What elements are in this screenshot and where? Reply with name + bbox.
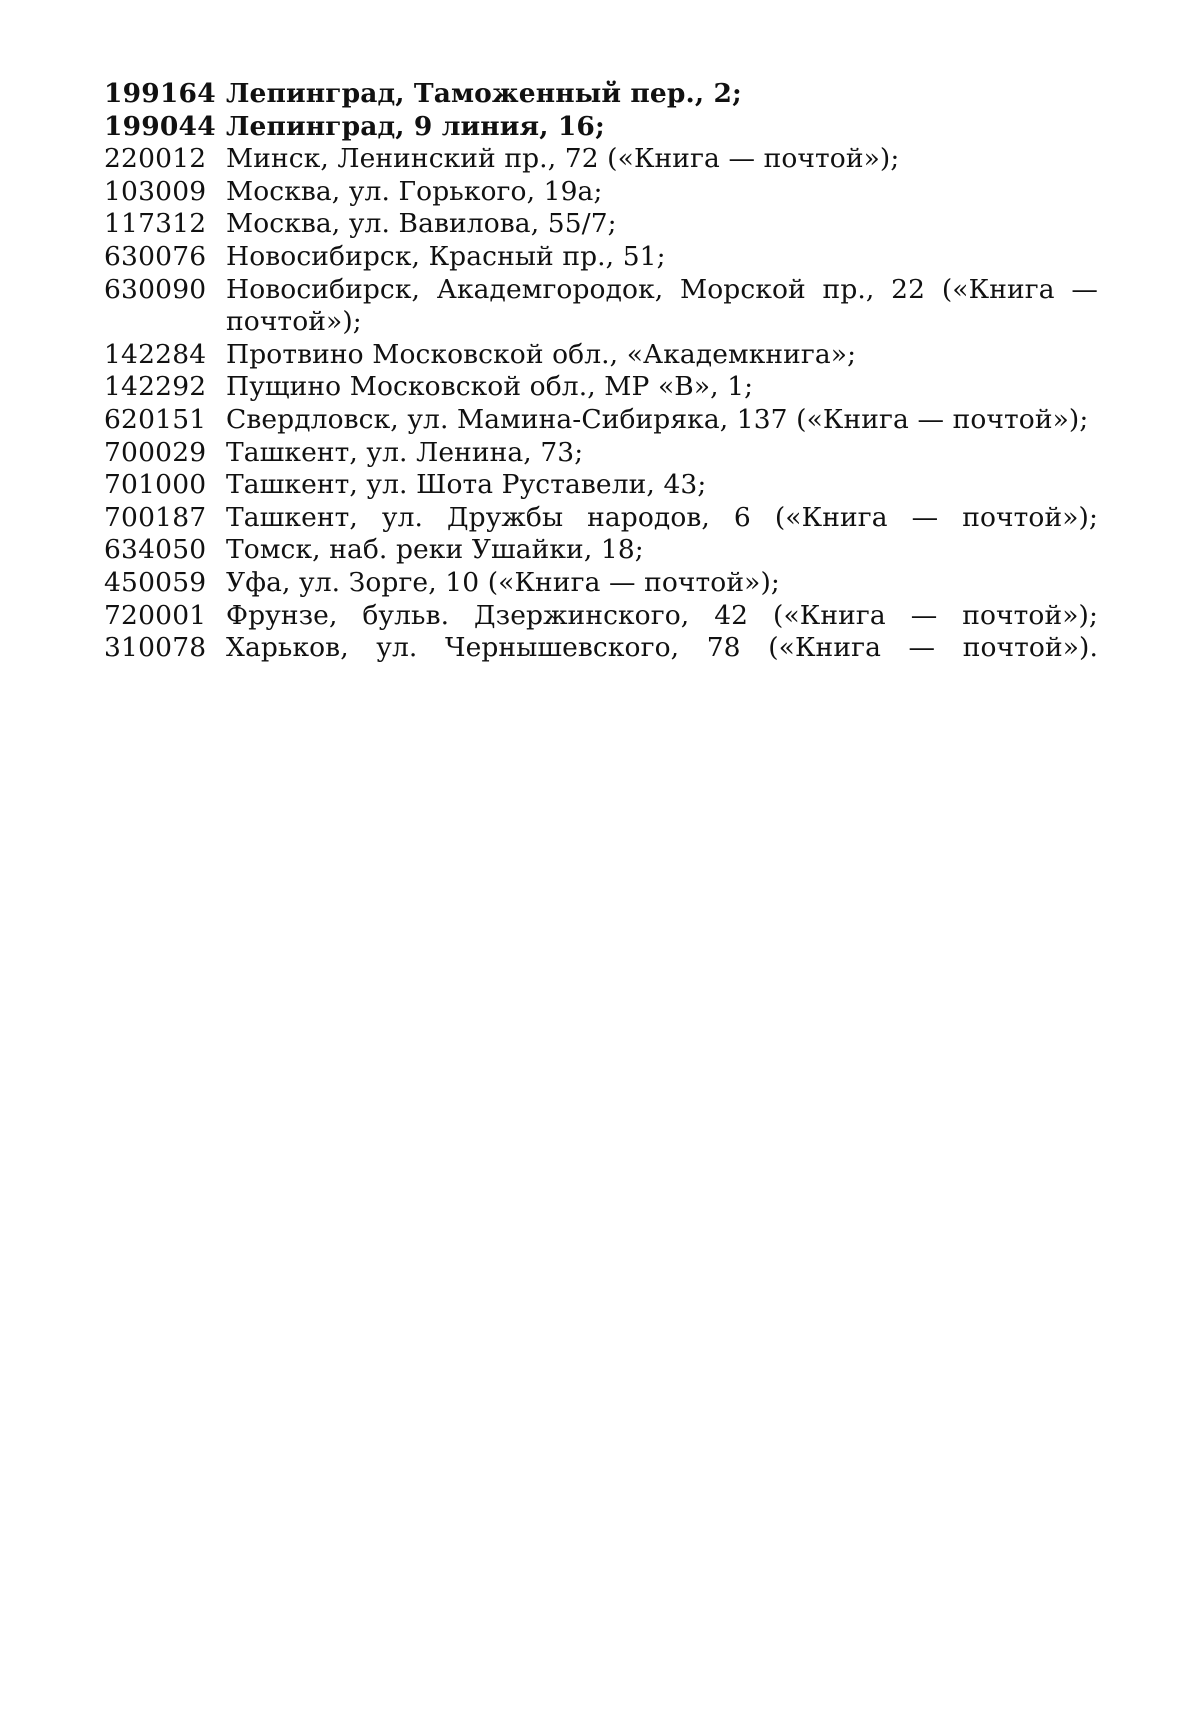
list-item xyxy=(104,274,1098,339)
postal-code: 700187 xyxy=(104,501,207,533)
list-item xyxy=(104,437,1098,470)
postal-code: 220012 xyxy=(104,143,207,175)
address-text: Лепинград, 9 линия, 16; xyxy=(226,110,605,142)
postal-code: 310078 xyxy=(104,632,207,664)
address-text: Ташкент, ул. Дружбы народов, 6 («Книга — почтой»); xyxy=(226,501,1098,533)
postal-code: 620151 xyxy=(104,403,207,435)
address-text: Новосибирск, Красный пр., 51; xyxy=(226,240,666,272)
postal-code: 630076 xyxy=(104,240,207,272)
postal-code: 117312 xyxy=(104,208,207,240)
postal-code: 720001 xyxy=(104,599,207,631)
postal-code: 700029 xyxy=(104,436,207,468)
list-item xyxy=(104,111,1098,144)
address-list xyxy=(104,78,1098,665)
list-item xyxy=(104,632,1098,665)
address-text: Свердловск, ул. Мамина-Сибиряка, 137 («Книга — почтой»); xyxy=(226,403,1089,435)
address-text: Новосибирск, Академгородок, Морской пр., 22 («Книга — почтой»); xyxy=(226,273,1098,338)
postal-code: 450059 xyxy=(104,566,207,598)
postal-code: 199164 xyxy=(104,78,216,109)
list-item xyxy=(104,600,1098,633)
list-item xyxy=(104,339,1098,372)
list-item xyxy=(104,534,1098,567)
list-item xyxy=(104,371,1098,404)
address-text: Протвино Московской обл., «Академкнига»; xyxy=(226,338,857,370)
list-item xyxy=(104,78,1098,111)
address-text: Фрунзе, бульв. Дзержинского, 42 («Книга — почтой»); xyxy=(226,599,1098,631)
address-text: Ташкент, ул. Ленина, 73; xyxy=(226,436,584,468)
address-text: Уфа, ул. Зорге, 10 («Книга — почтой»); xyxy=(226,566,780,598)
address-text: Харьков, ул. Чернышевского, 78 («Книга — почтой»). xyxy=(226,632,1098,664)
address-text: Москва, ул. Вавилова, 55/7; xyxy=(226,208,617,240)
address-text: Москва, ул. Горького, 19а; xyxy=(226,175,603,207)
address-text: Лепинград, Таможенный пер., 2; xyxy=(226,78,742,109)
postal-code: 630090 xyxy=(104,273,207,305)
list-item xyxy=(104,176,1098,209)
postal-code: 634050 xyxy=(104,534,207,566)
list-item xyxy=(104,404,1098,437)
address-text: Ташкент, ул. Шота Руставели, 43; xyxy=(226,469,707,501)
list-item xyxy=(104,241,1098,274)
list-item xyxy=(104,469,1098,502)
postal-code: 142292 xyxy=(104,371,207,403)
list-item xyxy=(104,567,1098,600)
postal-code: 199044 xyxy=(104,110,216,142)
list-item xyxy=(104,502,1098,535)
postal-code: 142284 xyxy=(104,338,207,370)
address-text: Томск, наб. реки Ушайки, 18; xyxy=(226,534,644,566)
address-text: Минск, Ленинский пр., 72 («Книга — почтой»); xyxy=(226,143,900,175)
address-text: Пущино Московской обл., МР «В», 1; xyxy=(226,371,754,403)
list-item xyxy=(104,208,1098,241)
postal-code: 103009 xyxy=(104,175,207,207)
postal-code: 701000 xyxy=(104,469,207,501)
list-item xyxy=(104,143,1098,176)
